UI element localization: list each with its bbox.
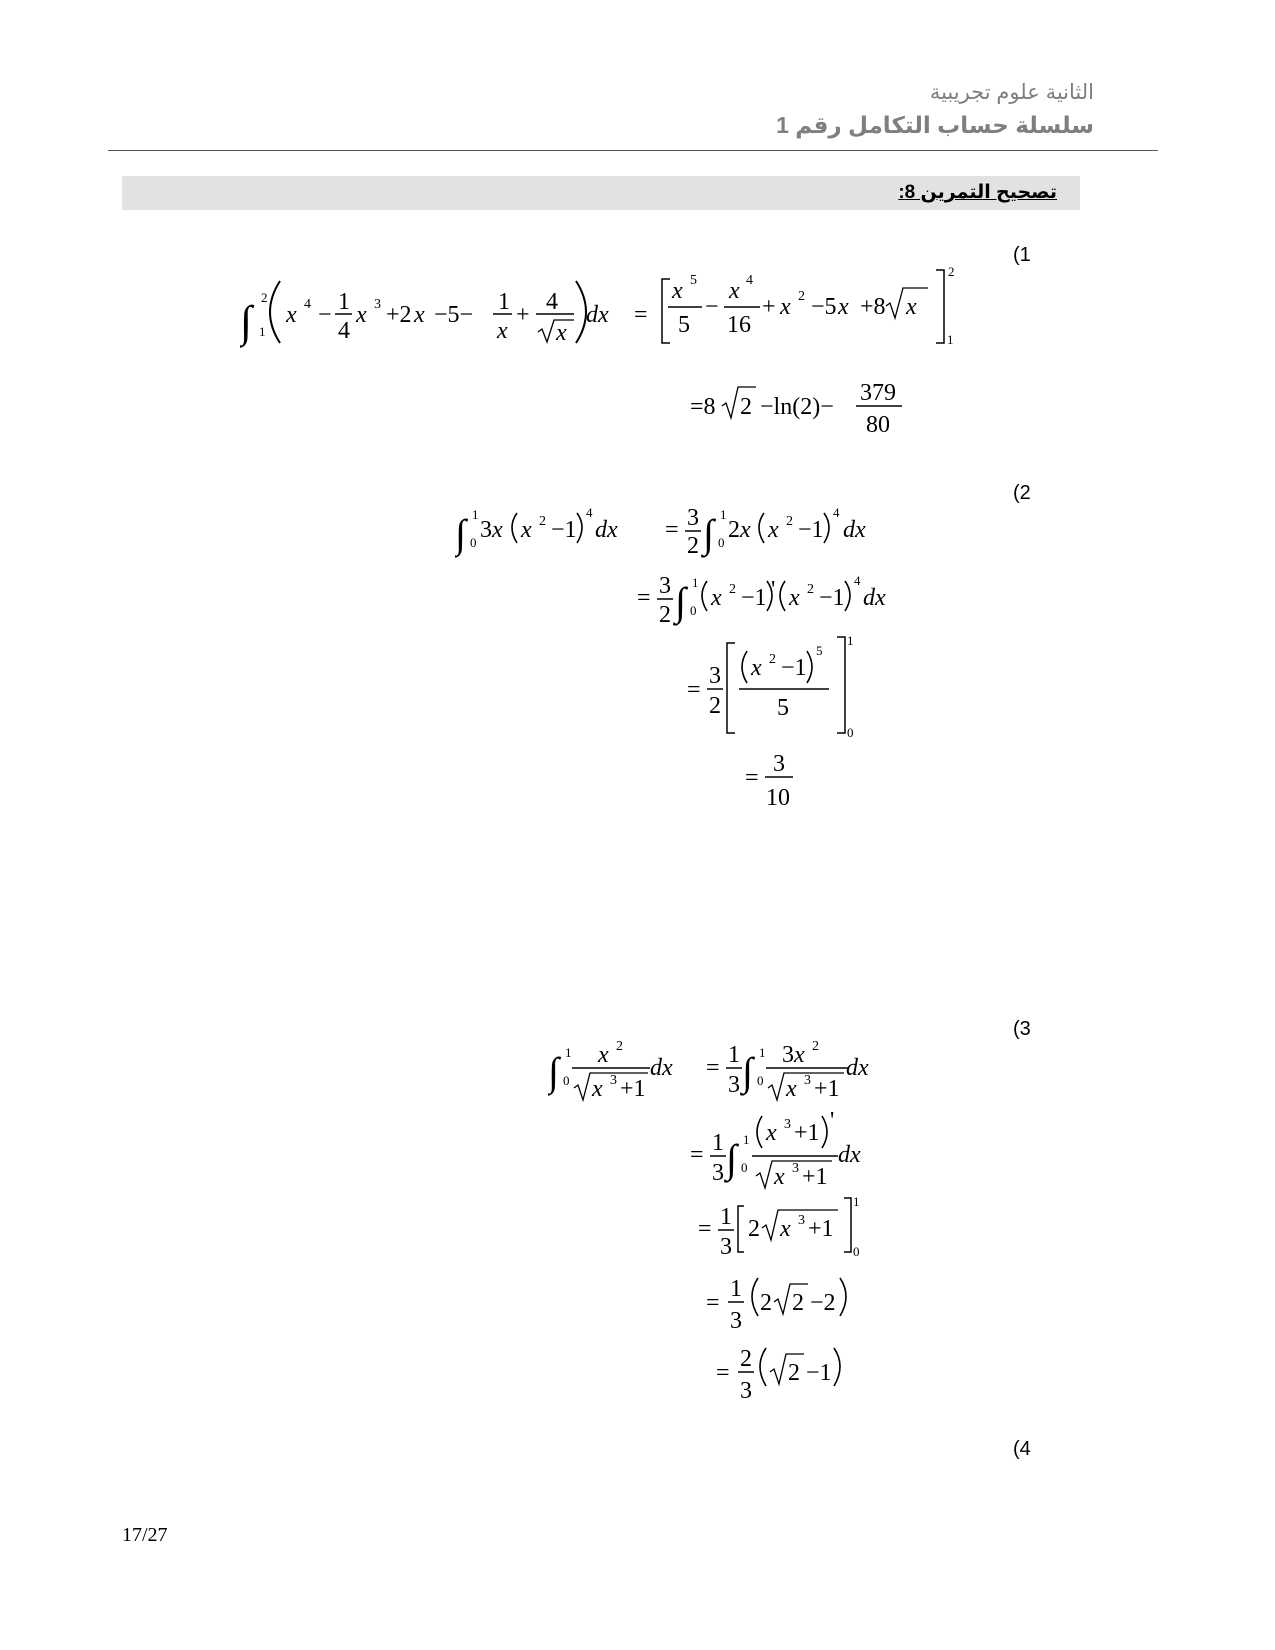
svg-text:4: 4 bbox=[746, 273, 753, 288]
svg-text:1: 1 bbox=[759, 1045, 766, 1060]
svg-text:3: 3 bbox=[712, 1160, 724, 1186]
svg-text:−1: −1 bbox=[551, 517, 577, 543]
svg-text:x: x bbox=[286, 302, 297, 328]
svg-text:∫: ∫ bbox=[703, 511, 714, 556]
svg-text:3: 3 bbox=[480, 517, 492, 543]
svg-text:x: x bbox=[492, 517, 503, 543]
svg-text:∫: ∫ bbox=[548, 1049, 559, 1094]
svg-text:2: 2 bbox=[687, 533, 699, 559]
svg-text:x: x bbox=[774, 1164, 785, 1190]
svg-text:2: 2 bbox=[709, 693, 721, 719]
svg-text:4: 4 bbox=[304, 297, 311, 312]
svg-text:x: x bbox=[766, 1120, 777, 1146]
question-3-number: (3 bbox=[1013, 1018, 1031, 1040]
svg-text:x: x bbox=[497, 318, 508, 344]
svg-text:4: 4 bbox=[586, 505, 593, 520]
svg-text:0: 0 bbox=[718, 535, 725, 550]
svg-text:2: 2 bbox=[948, 264, 955, 279]
svg-text:x: x bbox=[672, 278, 683, 304]
svg-text:2: 2 bbox=[792, 1290, 804, 1316]
svg-text:2: 2 bbox=[788, 1360, 800, 1386]
svg-text:1: 1 bbox=[498, 289, 510, 315]
svg-text:3: 3 bbox=[804, 1073, 811, 1088]
svg-text:1: 1 bbox=[947, 332, 954, 347]
svg-text:x: x bbox=[786, 1076, 797, 1102]
question-2-number: (2 bbox=[1013, 482, 1031, 504]
svg-text:5: 5 bbox=[690, 273, 697, 288]
svg-text:∫: ∫ bbox=[240, 297, 253, 346]
svg-text:2: 2 bbox=[786, 514, 793, 529]
svg-text:16: 16 bbox=[727, 312, 751, 338]
svg-text:∫: ∫ bbox=[455, 511, 466, 556]
svg-text:x: x bbox=[780, 1216, 791, 1242]
svg-text:3: 3 bbox=[740, 1378, 752, 1404]
svg-text:3: 3 bbox=[709, 663, 721, 689]
svg-text:2: 2 bbox=[812, 1040, 819, 1054]
svg-text:0: 0 bbox=[847, 725, 854, 740]
svg-text:3: 3 bbox=[792, 1161, 799, 1176]
header-level: الثانية علوم تجريبية bbox=[929, 81, 1094, 104]
svg-text:dx: dx bbox=[595, 517, 618, 543]
svg-text:4: 4 bbox=[854, 573, 861, 588]
svg-text:=: = bbox=[745, 765, 759, 791]
svg-text:4: 4 bbox=[338, 318, 350, 344]
svg-text:+2: +2 bbox=[386, 302, 412, 328]
svg-text:−2: −2 bbox=[810, 1290, 836, 1316]
svg-text:1: 1 bbox=[712, 1130, 724, 1156]
question-1-number: (1 bbox=[1013, 244, 1031, 266]
svg-text:−1: −1 bbox=[781, 655, 807, 681]
svg-text:1: 1 bbox=[847, 633, 854, 648]
svg-text:x: x bbox=[906, 294, 917, 320]
svg-text:∫: ∫ bbox=[742, 1049, 753, 1094]
svg-text:1: 1 bbox=[720, 507, 727, 522]
svg-text:0: 0 bbox=[853, 1244, 860, 1259]
svg-text:−: − bbox=[705, 294, 719, 320]
question-4-number: (4 bbox=[1013, 1438, 1031, 1460]
svg-text:2: 2 bbox=[616, 1040, 623, 1054]
svg-text:=: = bbox=[690, 1142, 704, 1168]
svg-text:2: 2 bbox=[748, 1216, 760, 1242]
svg-text:3: 3 bbox=[728, 1072, 740, 1098]
svg-text:2: 2 bbox=[729, 582, 736, 597]
svg-text:=: = bbox=[716, 1360, 730, 1386]
svg-text:1: 1 bbox=[728, 1042, 740, 1068]
svg-text:10: 10 bbox=[766, 785, 790, 811]
svg-text:x: x bbox=[414, 302, 425, 328]
svg-text:2: 2 bbox=[728, 517, 740, 543]
svg-text:−5−: −5− bbox=[434, 302, 474, 328]
svg-text:2: 2 bbox=[740, 394, 752, 420]
svg-text:3: 3 bbox=[720, 1234, 732, 1260]
svg-text:x: x bbox=[711, 585, 722, 611]
svg-text:3: 3 bbox=[374, 297, 381, 312]
svg-text:2: 2 bbox=[659, 602, 671, 628]
header-series-title: سلسلة حساب التكامل رقم 1 bbox=[776, 112, 1094, 138]
svg-text:2: 2 bbox=[807, 582, 814, 597]
svg-text:0: 0 bbox=[563, 1073, 570, 1088]
svg-text:dx: dx bbox=[586, 302, 609, 328]
svg-text:2: 2 bbox=[798, 289, 805, 304]
svg-text:−: − bbox=[318, 302, 332, 328]
svg-text:x: x bbox=[768, 517, 779, 543]
svg-text:=: = bbox=[665, 517, 679, 543]
svg-text:−1: −1 bbox=[806, 1360, 832, 1386]
svg-text:x: x bbox=[729, 278, 740, 304]
svg-text:x: x bbox=[598, 1042, 609, 1068]
svg-text:=: = bbox=[706, 1290, 720, 1316]
svg-text:+1: +1 bbox=[794, 1120, 820, 1146]
svg-text:=8: =8 bbox=[690, 394, 716, 420]
svg-text:=: = bbox=[634, 302, 648, 328]
svg-text:379: 379 bbox=[860, 380, 896, 406]
svg-text:=: = bbox=[698, 1216, 712, 1242]
svg-text:1: 1 bbox=[730, 1276, 742, 1302]
svg-text:x: x bbox=[789, 585, 800, 611]
svg-text:+: + bbox=[762, 294, 776, 320]
svg-text:3: 3 bbox=[784, 1117, 791, 1132]
svg-text:1: 1 bbox=[743, 1132, 750, 1147]
svg-text:x: x bbox=[521, 517, 532, 543]
svg-text:3: 3 bbox=[610, 1073, 617, 1088]
svg-text:2: 2 bbox=[539, 514, 546, 529]
svg-text:4: 4 bbox=[833, 505, 840, 520]
svg-text:3: 3 bbox=[798, 1213, 805, 1228]
svg-text:2: 2 bbox=[740, 1346, 752, 1372]
svg-text:': ' bbox=[771, 577, 776, 603]
svg-text:1: 1 bbox=[259, 324, 266, 339]
equation-q1 bbox=[240, 262, 1000, 442]
svg-text:1: 1 bbox=[338, 289, 350, 315]
svg-text:1: 1 bbox=[692, 575, 699, 590]
svg-text:x: x bbox=[356, 302, 367, 328]
svg-text:+1: +1 bbox=[808, 1216, 834, 1242]
svg-text:+1: +1 bbox=[620, 1076, 646, 1102]
svg-text:=: = bbox=[706, 1055, 720, 1081]
svg-text:5: 5 bbox=[678, 312, 690, 338]
svg-text:0: 0 bbox=[741, 1160, 748, 1175]
header-divider bbox=[108, 150, 1158, 151]
svg-text:x: x bbox=[556, 320, 567, 346]
svg-text:2: 2 bbox=[769, 652, 776, 667]
svg-text:dx: dx bbox=[863, 585, 886, 611]
svg-text:+: + bbox=[516, 302, 530, 328]
equation-q2 bbox=[455, 505, 915, 845]
svg-text:3: 3 bbox=[687, 505, 699, 531]
svg-text:1: 1 bbox=[472, 507, 479, 522]
svg-text:=: = bbox=[637, 585, 651, 611]
svg-text:−1: −1 bbox=[819, 585, 845, 611]
svg-text:4: 4 bbox=[546, 289, 558, 315]
equation-q3 bbox=[548, 1040, 928, 1440]
page-number: 17/27 bbox=[122, 1524, 168, 1546]
svg-text:+1: +1 bbox=[814, 1076, 840, 1102]
svg-text:0: 0 bbox=[690, 603, 697, 618]
svg-text:−1: −1 bbox=[798, 517, 824, 543]
svg-text:x: x bbox=[838, 294, 849, 320]
svg-text:+1: +1 bbox=[802, 1164, 828, 1190]
svg-text:+8: +8 bbox=[860, 294, 886, 320]
svg-text:5: 5 bbox=[777, 695, 789, 721]
svg-text:dx: dx bbox=[846, 1055, 869, 1081]
svg-text:5: 5 bbox=[816, 643, 823, 658]
svg-text:3: 3 bbox=[730, 1308, 742, 1334]
svg-text:x: x bbox=[592, 1076, 603, 1102]
svg-text:=: = bbox=[687, 677, 701, 703]
svg-text:∫: ∫ bbox=[675, 579, 686, 624]
svg-text:−ln(2)−: −ln(2)− bbox=[760, 394, 834, 420]
svg-text:80: 80 bbox=[866, 412, 890, 438]
svg-text:0: 0 bbox=[757, 1073, 764, 1088]
section-title: تصحيح التمرين 8: bbox=[898, 182, 1057, 203]
svg-text:dx: dx bbox=[650, 1055, 673, 1081]
svg-text:x: x bbox=[794, 1042, 805, 1068]
svg-text:x: x bbox=[751, 655, 762, 681]
svg-text:x: x bbox=[740, 517, 751, 543]
svg-text:1: 1 bbox=[853, 1194, 860, 1209]
svg-text:1: 1 bbox=[565, 1045, 572, 1060]
svg-text:x: x bbox=[780, 294, 791, 320]
svg-text:': ' bbox=[830, 1108, 835, 1134]
svg-text:−1: −1 bbox=[741, 585, 767, 611]
svg-text:2: 2 bbox=[261, 290, 268, 305]
svg-text:dx: dx bbox=[838, 1142, 861, 1168]
svg-text:∫: ∫ bbox=[726, 1136, 737, 1181]
svg-text:dx: dx bbox=[843, 517, 866, 543]
svg-text:3: 3 bbox=[782, 1042, 794, 1068]
svg-text:2: 2 bbox=[760, 1290, 772, 1316]
svg-text:−5: −5 bbox=[811, 294, 837, 320]
svg-text:1: 1 bbox=[720, 1204, 732, 1230]
svg-text:3: 3 bbox=[773, 751, 785, 777]
svg-text:0: 0 bbox=[470, 535, 477, 550]
svg-text:3: 3 bbox=[659, 573, 671, 599]
